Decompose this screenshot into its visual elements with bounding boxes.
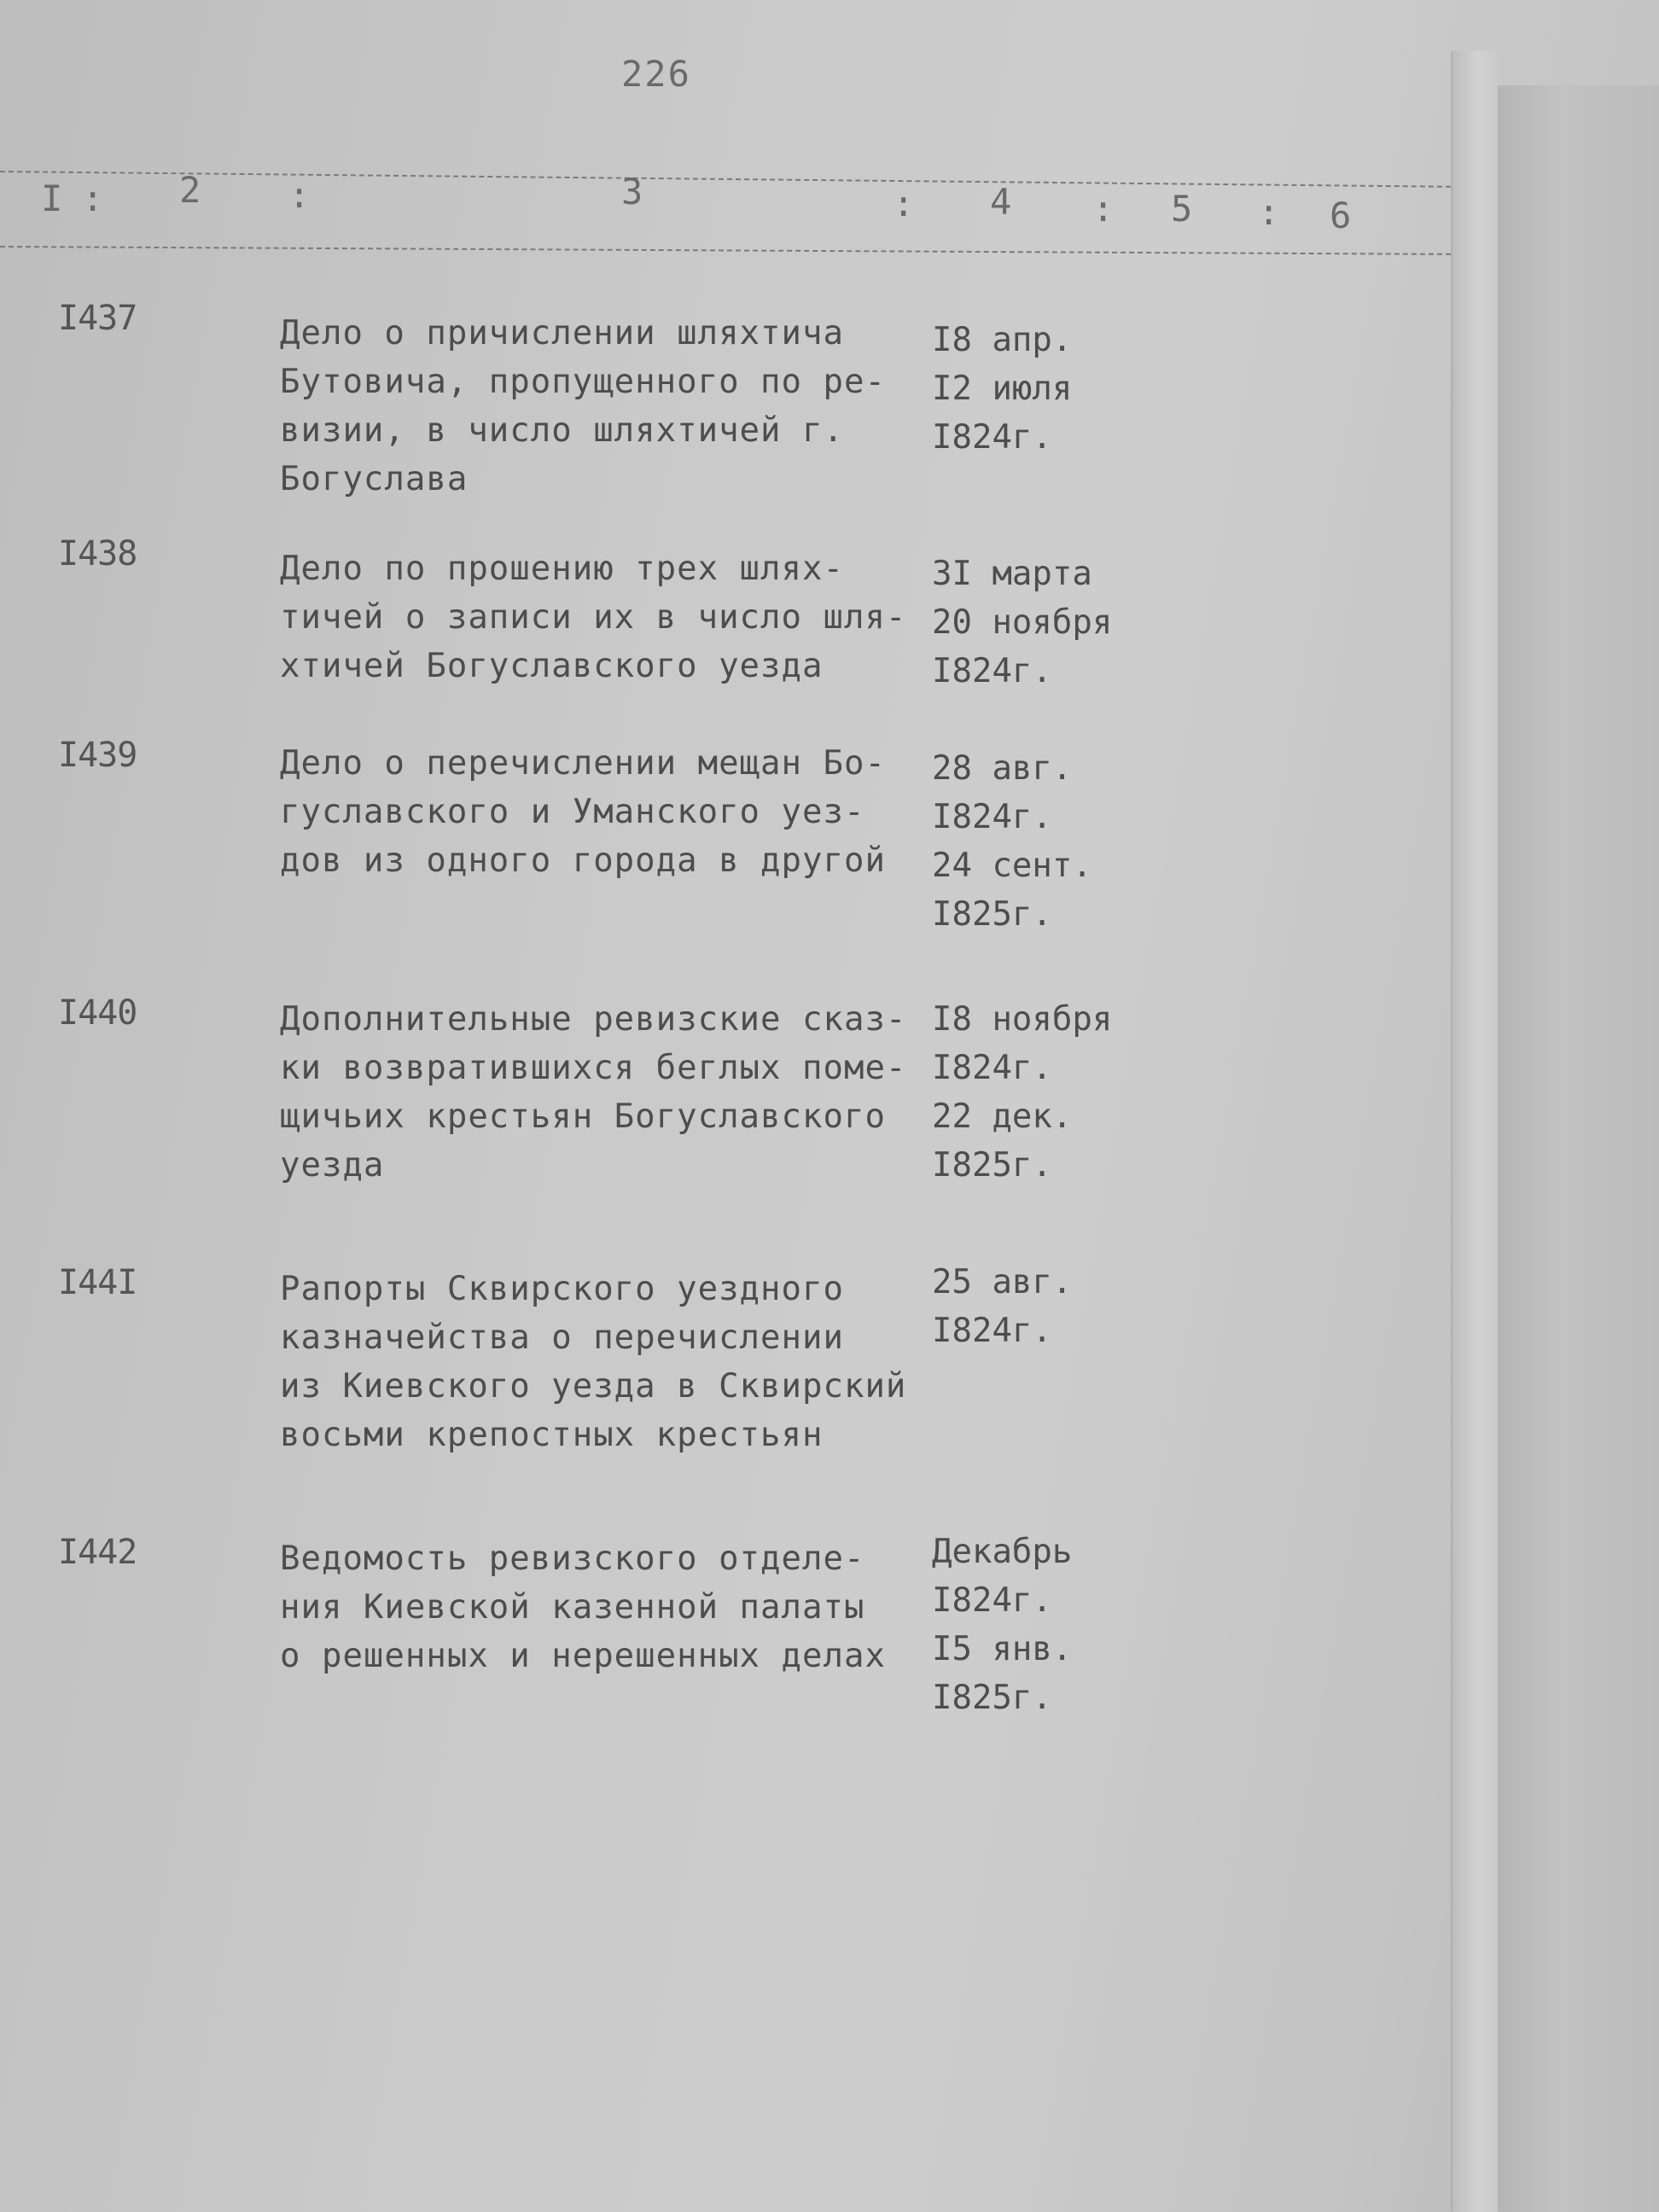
entry-number: I44I xyxy=(58,1263,137,1302)
column-header-3: 3 xyxy=(621,171,643,212)
column-header-5: 5 xyxy=(1171,188,1193,230)
description-line: ния Киевской казенной палаты xyxy=(280,1588,865,1627)
date-line: 22 дек. xyxy=(932,1097,1073,1136)
column-separator: : xyxy=(288,174,311,216)
date-line: I8 ноября xyxy=(932,1000,1113,1039)
date-line: I824г. xyxy=(932,1581,1052,1620)
date-line: I824г. xyxy=(932,1049,1052,1087)
date-line: I824г. xyxy=(932,652,1052,690)
date-line: 20 ноября xyxy=(932,603,1113,642)
column-header-4: 4 xyxy=(990,181,1012,223)
description-line: Ведомость ревизского отделе- xyxy=(280,1540,865,1578)
page-stack-edge xyxy=(1451,51,1504,2212)
entry-number: I439 xyxy=(58,736,137,775)
description-line: Дополнительные ревизские сказ- xyxy=(280,1000,907,1039)
entry-dates xyxy=(932,316,1072,462)
entry-description xyxy=(280,739,937,885)
description-line: казначейства о перечислении xyxy=(280,1318,844,1357)
description-line: тичей о записи их в число шля- xyxy=(280,598,907,637)
description-line: Богуслава xyxy=(280,460,469,498)
description-line: уезда xyxy=(280,1146,385,1185)
header-rule-bottom xyxy=(0,246,1451,255)
date-line: I5 янв. xyxy=(932,1630,1073,1668)
entry-number: I437 xyxy=(58,299,137,338)
description-line: гуславского и Уманского уез- xyxy=(280,793,865,831)
description-line: из Киевского уезда в Сквирский xyxy=(280,1367,907,1406)
entry-description xyxy=(280,309,937,504)
column-header-6: 6 xyxy=(1330,195,1352,236)
page-number: 226 xyxy=(621,53,691,95)
description-line: ки возвратившихся беглых поме- xyxy=(280,1049,907,1087)
entry-description xyxy=(280,1534,937,1680)
date-line: I2 июля xyxy=(932,370,1073,408)
description-line: Дело о причислении шляхтича xyxy=(280,314,844,352)
date-line: I824г. xyxy=(932,1312,1052,1350)
entry-dates xyxy=(932,995,1112,1190)
entry-dates xyxy=(932,1258,1072,1355)
column-header-1: I xyxy=(41,178,63,219)
column-header-2: 2 xyxy=(179,169,201,211)
date-line: I824г. xyxy=(932,418,1052,457)
date-line: I825г. xyxy=(932,1679,1052,1717)
column-header-row xyxy=(0,169,1451,237)
entry-dates xyxy=(932,744,1092,939)
column-separator: : xyxy=(893,183,915,224)
date-line: I825г. xyxy=(932,1146,1052,1185)
date-line: 24 сент. xyxy=(932,847,1092,885)
date-line: 28 авг. xyxy=(932,749,1073,788)
description-line: Рапорты Сквирского уездного xyxy=(280,1270,844,1308)
page-stack-shadow xyxy=(1498,85,1659,2212)
entry-description xyxy=(280,1265,937,1459)
description-line: хтичей Богуславского уезда xyxy=(280,647,824,685)
entry-dates xyxy=(932,1528,1072,1722)
date-line: Декабрь xyxy=(932,1533,1073,1571)
date-line: I825г. xyxy=(932,895,1052,934)
date-line: 3I марта xyxy=(932,555,1092,593)
column-separator: : xyxy=(82,178,104,219)
description-line: о решенных и нерешенных делах xyxy=(280,1637,886,1675)
entry-description xyxy=(280,995,937,1190)
entry-dates xyxy=(932,550,1112,696)
entry-number: I438 xyxy=(58,534,137,573)
column-separator: : xyxy=(1258,191,1280,233)
date-line: I824г. xyxy=(932,798,1052,836)
entry-description xyxy=(280,544,937,690)
entry-number: I440 xyxy=(58,993,137,1033)
column-separator: : xyxy=(1092,188,1115,230)
description-line: Дело о перечислении мещан Бо- xyxy=(280,744,886,783)
date-line: 25 авг. xyxy=(932,1263,1073,1301)
description-line: Бутовича, пропущенного по ре- xyxy=(280,363,886,401)
date-line: I8 апр. xyxy=(932,321,1073,359)
description-line: Дело по прошению трех шлях- xyxy=(280,550,844,588)
description-line: щичьих крестьян Богуславского xyxy=(280,1097,886,1136)
description-line: визии, в число шляхтичей г. xyxy=(280,411,844,450)
description-line: восьми крепостных крестьян xyxy=(280,1416,824,1454)
entry-number: I442 xyxy=(58,1533,137,1572)
description-line: дов из одного города в другой xyxy=(280,841,886,880)
